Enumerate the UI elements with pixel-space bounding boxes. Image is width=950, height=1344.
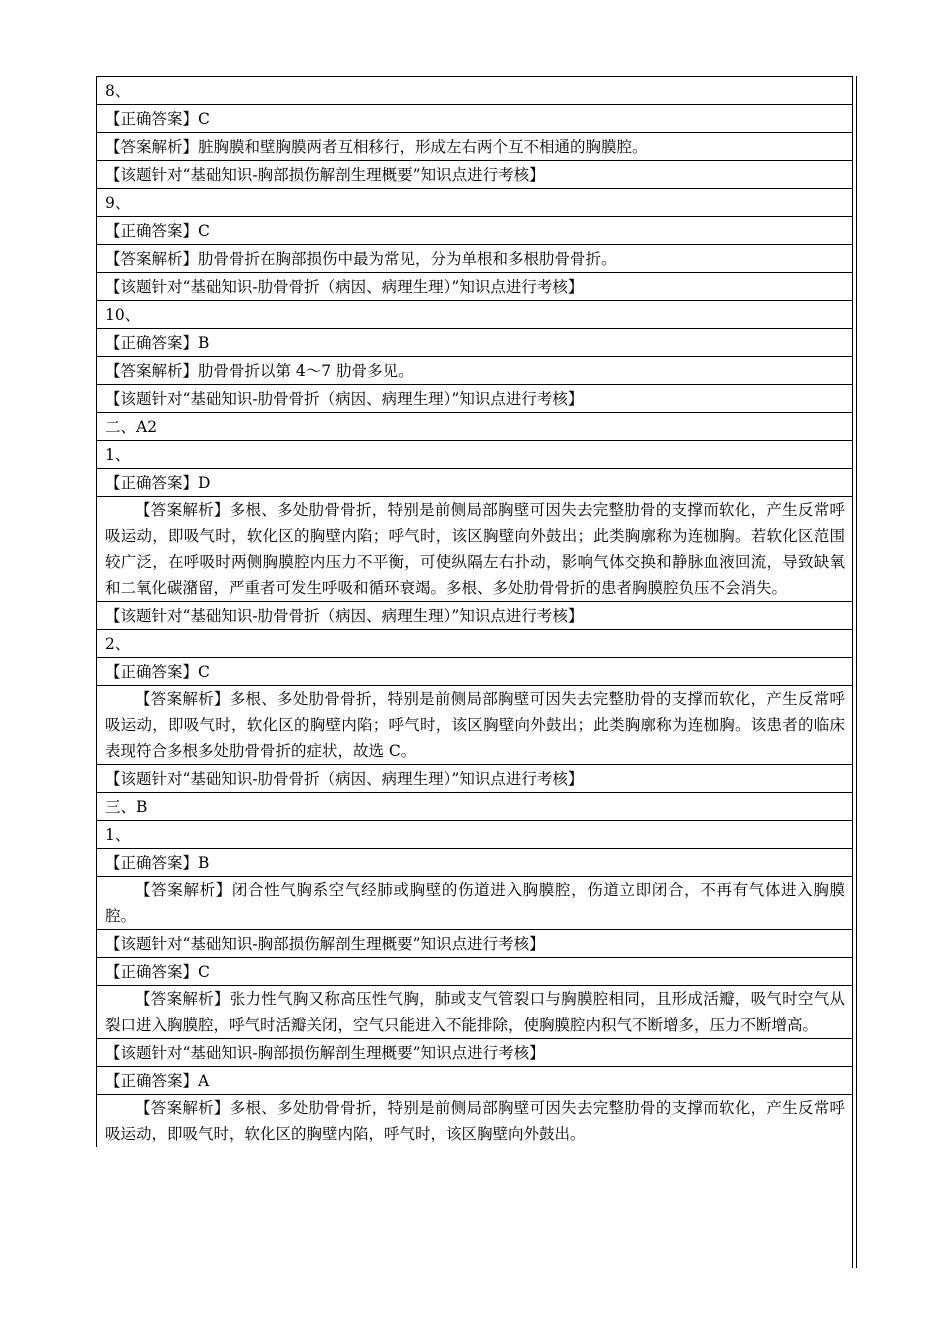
table-row: [97, 301, 854, 329]
table-row: [97, 1095, 854, 1148]
table-row: [97, 958, 854, 986]
answer-line: 【该题针对“基础知识-肋骨骨折（病因、病理生理）”知识点进行考核】: [97, 273, 854, 301]
answer-line: 【正确答案】B: [97, 849, 854, 877]
table-row: [97, 413, 854, 441]
answer-line: 【正确答案】C: [97, 658, 854, 686]
table-row: [97, 765, 854, 793]
answer-line: 【答案解析】脏胸膜和壁胸膜两者互相移行，形成左右两个互不相通的胸膜腔。: [97, 133, 854, 161]
table-row: [97, 877, 854, 930]
table-row: [97, 686, 854, 765]
answer-table: [96, 76, 853, 1147]
table-row: [97, 469, 854, 497]
table-row: [97, 497, 854, 602]
table-row: [97, 849, 854, 877]
answer-line: 【该题针对“基础知识-肋骨骨折（病因、病理生理）”知识点进行考核】: [97, 602, 854, 630]
table-row: [97, 105, 854, 133]
answer-explanation: 【答案解析】张力性气胸又称高压性气胸，肺或支气管裂口与胸膜腔相同，且形成活瓣，吸气时空气从裂口进入胸膜腔，呼气时活瓣关闭，空气只能进入不能排除，使胸膜腔内积气不断增多，压力不断增高。: [97, 986, 854, 1039]
table-row: [97, 1039, 854, 1067]
question-number: 2、: [97, 630, 854, 658]
table-row: [97, 1067, 854, 1095]
table-row: [97, 793, 854, 821]
table-row: [97, 189, 854, 217]
table-row: [97, 329, 854, 357]
answer-explanation: 【答案解析】闭合性气胸系空气经肺或胸壁的伤道进入胸膜腔，伤道立即闭合，不再有气体进入胸膜腔。: [97, 877, 854, 930]
table-row: [97, 217, 854, 245]
question-number: 9、: [97, 189, 854, 217]
answer-line: 【该题针对“基础知识-肋骨骨折（病因、病理生理）”知识点进行考核】: [97, 385, 854, 413]
table-row: [97, 986, 854, 1039]
table-row: [97, 930, 854, 958]
table-row: [97, 441, 854, 469]
question-number: 10、: [97, 301, 854, 329]
answer-line: 【答案解析】肋骨骨折在胸部损伤中最为常见，分为单根和多根肋骨骨折。: [97, 245, 854, 273]
right-border-line-outer: [856, 76, 857, 1268]
table-row: [97, 161, 854, 189]
answer-line: 【正确答案】B: [97, 329, 854, 357]
answer-line: 【该题针对“基础知识-胸部损伤解剖生理概要”知识点进行考核】: [97, 930, 854, 958]
table-row: [97, 658, 854, 686]
answer-line: 【正确答案】C: [97, 105, 854, 133]
answer-line: 【正确答案】C: [97, 217, 854, 245]
table-row: [97, 77, 854, 105]
answer-table-body: [97, 77, 854, 1148]
answer-line: 【正确答案】C: [97, 958, 854, 986]
answer-line: 【该题针对“基础知识-肋骨骨折（病因、病理生理）”知识点进行考核】: [97, 765, 854, 793]
answer-explanation: 【答案解析】多根、多处肋骨骨折，特别是前侧局部胸壁可因失去完整肋骨的支撑而软化，产生反常呼吸运动，即吸气时，软化区的胸壁内陷，呼气时，该区胸壁向外鼓出。: [97, 1095, 854, 1148]
answer-explanation: 【答案解析】多根、多处肋骨骨折，特别是前侧局部胸壁可因失去完整肋骨的支撑而软化，产生反常呼吸运动，即吸气时，软化区的胸壁内陷；呼气时，该区胸壁向外鼓出；此类胸廓称为连枷胸。若软化区范围较广泛，在呼吸时两侧胸膜腔内压力不平衡，可使纵隔左右扑动，影响气体交换和静脉血液回流，导致缺氧和二氧化碳潴留，严重者可发生呼吸和循环衰竭。多根、多处肋骨骨折的患者胸膜腔负压不会消失。: [97, 497, 854, 602]
table-row: [97, 245, 854, 273]
question-number: 1、: [97, 821, 854, 849]
table-row: [97, 602, 854, 630]
answer-line: 【该题针对“基础知识-胸部损伤解剖生理概要”知识点进行考核】: [97, 161, 854, 189]
answer-line: 【正确答案】A: [97, 1067, 854, 1095]
section-heading: 二、A2: [97, 413, 854, 441]
section-heading: 三、B: [97, 793, 854, 821]
question-number: 1、: [97, 441, 854, 469]
answer-line: 【该题针对“基础知识-胸部损伤解剖生理概要”知识点进行考核】: [97, 1039, 854, 1067]
question-number: 8、: [97, 77, 854, 105]
table-row: [97, 133, 854, 161]
table-row: [97, 385, 854, 413]
answer-table-page: [96, 76, 857, 1147]
right-border-line: [852, 76, 853, 1268]
table-row: [97, 630, 854, 658]
table-row: [97, 821, 854, 849]
table-row: [97, 273, 854, 301]
answer-explanation: 【答案解析】多根、多处肋骨骨折，特别是前侧局部胸壁可因失去完整肋骨的支撑而软化，产生反常呼吸运动，即吸气时，软化区的胸壁内陷；呼气时，该区胸壁向外鼓出；此类胸廓称为连枷胸。该患者的临床表现符合多根多处肋骨骨折的症状，故选 C。: [97, 686, 854, 765]
answer-line: 【答案解析】肋骨骨折以第 4～7 肋骨多见。: [97, 357, 854, 385]
table-row: [97, 357, 854, 385]
answer-line: 【正确答案】D: [97, 469, 854, 497]
